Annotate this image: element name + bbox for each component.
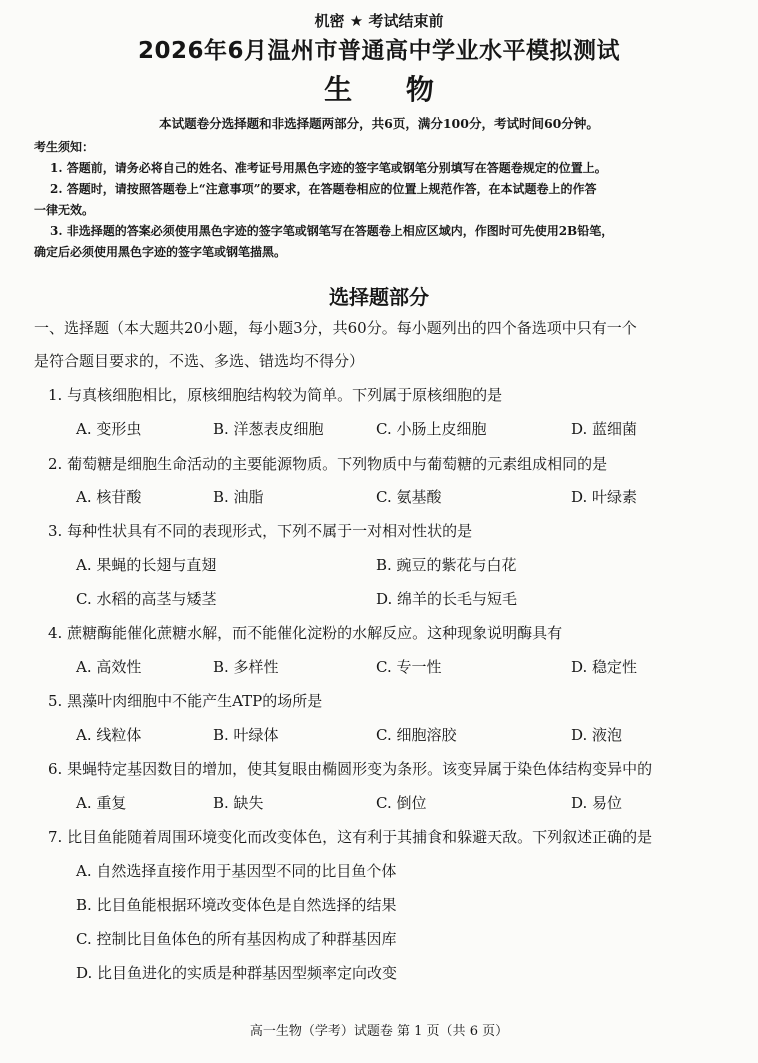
notice-line: 确定后必须使用黑色字迹的签字笔或钢笔描黑。 <box>34 245 287 259</box>
option: B. 洋葱表皮细胞 <box>213 420 324 438</box>
option: C. 氨基酸 <box>376 488 442 506</box>
option: B. 缺失 <box>213 794 264 812</box>
option: B. 豌豆的紫花与白花 <box>376 556 517 574</box>
option: C. 倒位 <box>376 794 427 812</box>
option: A. 高效性 <box>76 658 142 676</box>
question-stem: 1. 与真核细胞相比，原核细胞结构较为简单。下列属于原核细胞的是 <box>48 386 503 404</box>
option: C. 专一性 <box>376 658 442 676</box>
option: B. 叶绿体 <box>213 726 279 744</box>
option: D. 蓝细菌 <box>571 420 638 438</box>
option: A. 自然选择直接作用于基因型不同的比目鱼个体 <box>76 862 397 880</box>
question-stem: 2. 葡萄糖是细胞生命活动的主要能源物质。下列物质中与葡萄糖的元素组成相同的是 <box>48 455 608 473</box>
option: B. 多样性 <box>213 658 279 676</box>
question-stem: 6. 果蝇特定基因数目的增加，使其复眼由椭圆形变为条形。该变异属于染色体结构变异中的 <box>48 760 653 778</box>
option: C. 细胞溶胶 <box>376 726 457 744</box>
option: A. 线粒体 <box>76 726 142 744</box>
option: D. 稳定性 <box>571 658 638 676</box>
notice-line: 3. 非选择题的答案必须使用黑色字迹的签字笔或钢笔写在答题卷上相应区域内，作图时可先使用2B铅笔， <box>50 224 614 238</box>
option: D. 比目鱼进化的实质是种群基因型频率定向改变 <box>76 964 398 982</box>
section-intro: 一、选择题（本大题共20小题，每小题3分，共60分。每小题列出的四个备选项中只有一个 <box>34 319 637 337</box>
exam-description: 本试题卷分选择题和非选择题两部分，共6页，满分100分，考试时间60分钟。 <box>159 116 599 131</box>
option: D. 易位 <box>571 794 623 812</box>
question-stem: 4. 蔗糖酶能催化蔗糖水解，而不能催化淀粉的水解反应。这种现象说明酶具有 <box>48 624 563 642</box>
option: D. 绵羊的长毛与短毛 <box>376 590 518 608</box>
option: A. 果蝇的长翅与直翅 <box>76 556 217 574</box>
question-stem: 3. 每种性状具有不同的表现形式，下列不属于一对相对性状的是 <box>48 522 473 540</box>
question-stem: 5. 黑藻叶肉细胞中不能产生ATP的场所是 <box>48 692 323 710</box>
option: B. 比目鱼能根据环境改变体色是自然选择的结果 <box>76 896 397 914</box>
notice-line: 1. 答题前，请务必将自己的姓名、准考证号用黑色字迹的签字笔或钢笔分别填写在答题卷规定的位置上。 <box>50 161 607 175</box>
section-intro: 是符合题目要求的，不选、多选、错选均不得分） <box>34 352 365 370</box>
option: A. 变形虫 <box>76 420 142 438</box>
section-title: 选择题部分 <box>329 285 429 309</box>
question-stem: 7. 比目鱼能随着周围环境变化而改变体色，这有利于其捕食和躲避天敌。下列叙述正确的是 <box>48 828 653 846</box>
option: D. 叶绿素 <box>571 488 638 506</box>
option: C. 水稻的高茎与矮茎 <box>76 590 217 608</box>
notice-line: 2. 答题时，请按照答题卷上“注意事项”的要求，在答题卷相应的位置上规范作答，在本试题卷上的作答 <box>50 182 597 196</box>
option: D. 液泡 <box>571 726 623 744</box>
option: B. 油脂 <box>213 488 264 506</box>
subject-title: 生 物 <box>324 73 456 106</box>
option: A. 重复 <box>76 794 127 812</box>
exam-title: 2026年6月温州市普通高中学业水平模拟测试 <box>137 38 621 64</box>
option: C. 小肠上皮细胞 <box>376 420 487 438</box>
notice-heading: 考生须知： <box>34 140 95 154</box>
option: C. 控制比目鱼体色的所有基因构成了种群基因库 <box>76 930 397 948</box>
notice-line: 一律无效。 <box>34 203 95 217</box>
page-footer: 高一生物（学考）试题卷 第 1 页（共 6 页） <box>249 1024 509 1039</box>
option: A. 核苷酸 <box>76 488 142 506</box>
confidential-label: 机密 ★ 考试结束前 <box>314 12 444 30</box>
